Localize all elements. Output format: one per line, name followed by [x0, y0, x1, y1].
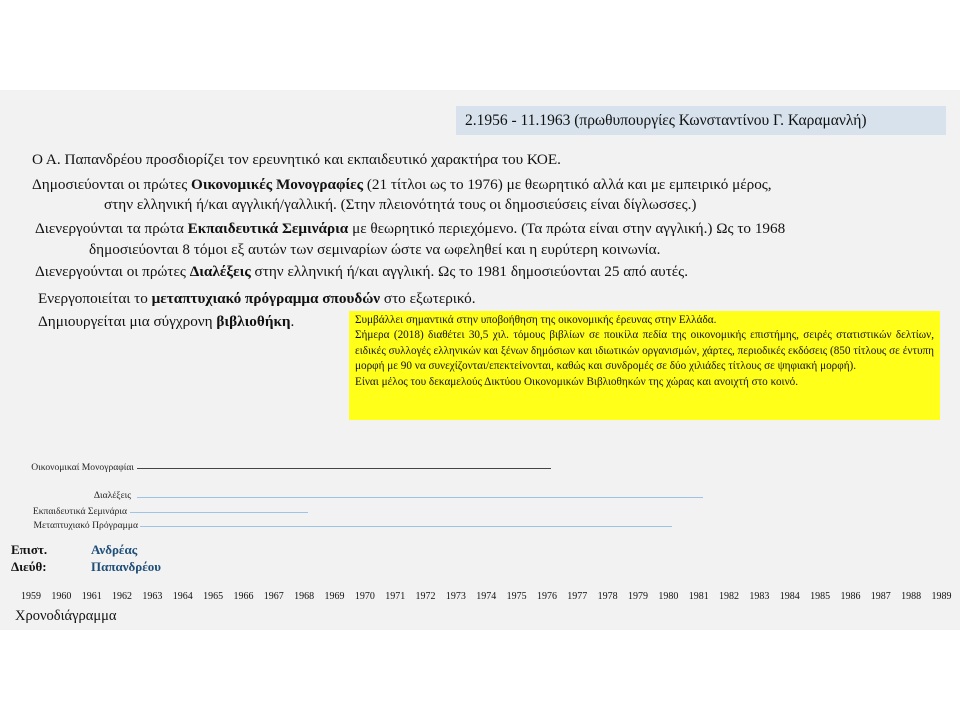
timeline-year: 1974	[476, 591, 497, 602]
timeline-year: 1982	[719, 591, 740, 602]
text-run: με θεωρητικό περιεχόμενο. (Τα πρώτα είναι στην αγγλική.) Ως το 1968	[348, 220, 786, 237]
timeline-year: 1959	[21, 591, 41, 602]
director-name-1: Ανδρέας	[91, 542, 138, 557]
text-run: Ενεργοποιείται το	[38, 290, 152, 307]
timeline-year: 1970	[354, 591, 375, 602]
timeline-title: Χρονοδιάγραμμα	[15, 608, 117, 624]
text-run: Διενεργούνται οι πρώτες	[35, 263, 190, 280]
timeline-year: 1980	[658, 591, 679, 602]
text-run: Δημιουργείται μια σύγχρονη	[38, 313, 217, 330]
timeline-bar-monographs	[137, 468, 551, 469]
timeline-bar-lectures	[137, 497, 703, 498]
timeline-bar-postgraduate	[140, 526, 672, 527]
timeline-year: 1967	[263, 591, 284, 602]
text-run: βιβλιοθήκη	[216, 313, 291, 330]
timeline-year: 1983	[749, 591, 770, 602]
text-run: μεταπτυχιακό πρόγραμμα σπουδών	[151, 290, 381, 307]
text-line-1	[32, 150, 561, 170]
timeline-label-seminars: Εκπαιδευτικά Σεμινάρια	[32, 506, 127, 517]
text-line-6	[35, 262, 688, 282]
text-line-5	[89, 240, 660, 260]
timeline-year: 1975	[506, 591, 527, 602]
text-line-2	[32, 175, 772, 195]
text-run: Ο Α. Παπανδρέου προσδιορίζει τον ερευνητικό και εκπαιδευτικό χαρακτήρα του ΚΟΕ.	[32, 151, 561, 168]
timeline-year: 1977	[567, 591, 588, 602]
timeline-year: 1971	[385, 591, 406, 602]
timeline-year: 1986	[840, 591, 861, 602]
text-run: στην ελληνική ή/και αγγλική/γαλλική. (Στην πλειονότητά τους οι δημοσιεύσεις είναι δίγλωσσες.)	[104, 196, 697, 213]
timeline-year: 1989	[931, 591, 952, 602]
timeline-label-lectures: Διαλέξεις	[93, 490, 131, 501]
timeline-year: 1972	[415, 591, 436, 602]
text-line-7	[38, 289, 476, 309]
timeline-label-monographs: Οικονομικαί Μονογραφίαι	[31, 462, 134, 473]
text-run: (21 τίτλοι ως το 1976) με θεωρητικό αλλά και με εμπειρικό μέρος,	[363, 176, 772, 193]
text-line-4	[35, 219, 785, 239]
timeline-year: 1981	[688, 591, 709, 602]
timeline-year: 1978	[597, 591, 618, 602]
timeline-bar-seminars	[130, 512, 308, 513]
timeline-year: 1985	[810, 591, 831, 602]
timeline-year: 1984	[779, 591, 800, 602]
timeline-year: 1987	[870, 591, 891, 602]
library-note-1: Συμβάλλει σημαντικά στην υποβοήθηση της οικονομικής έρευνας στην Ελλάδα.	[355, 314, 717, 326]
timeline-year: 1969	[324, 591, 345, 602]
director-label-1: Επιστ.	[11, 542, 48, 557]
text-run: δημοσιεύονται 8 τόμοι εξ αυτών των σεμιναρίων ώστε να ωφεληθεί και η ευρύτερη κοινωνία.	[89, 241, 661, 258]
text-run: στο εξωτερικό.	[380, 290, 476, 307]
timeline-year: 1976	[536, 591, 557, 602]
text-run: Διαλέξεις	[189, 263, 251, 280]
text-run: Δημοσιεύονται οι πρώτες	[32, 176, 192, 193]
text-line-3	[104, 195, 696, 215]
timeline-year: 1965	[203, 591, 224, 602]
period-banner: 2.1956 - 11.1963 (πρωθυπουργίες Κωνσταντίνου Γ. Καραμανλή)	[456, 106, 946, 135]
text-run: Διενεργούνται τα πρώτα	[35, 220, 188, 237]
timeline-year: 1968	[294, 591, 315, 602]
timeline-year: 1963	[142, 591, 163, 602]
timeline-year: 1961	[81, 591, 102, 602]
timeline-label-postgraduate: Μεταπτυχιακό Πρόγραμμα	[33, 520, 138, 531]
timeline-year: 1979	[628, 591, 648, 602]
text-run: Εκπαιδευτικά Σεμινάρια	[187, 220, 349, 237]
timeline-year: 1973	[445, 591, 466, 602]
timeline-year: 1962	[112, 591, 133, 602]
library-note-3: Είναι μέλος του δεκαμελούς Δικτύου Οικονομικών Βιβλιοθηκών της χώρας και ανοιχτή στο κοινό.	[355, 375, 799, 388]
timeline-year: 1960	[51, 591, 72, 602]
library-note-box	[349, 311, 940, 420]
text-run: στην ελληνική ή/και αγγλική. Ως το 1981 δημοσιεύονται 25 από αυτές.	[250, 263, 688, 280]
text-line-8	[38, 312, 294, 332]
text-run: Οικονομικές Μονογραφίες	[191, 176, 364, 193]
timeline-year: 1964	[172, 591, 193, 602]
director-name-2: Παπανδρέου	[91, 559, 162, 574]
text-run: .	[290, 313, 295, 330]
library-note-2: Σήμερα (2018) διαθέτει 30,5 χιλ. τόμους βιβλίων σε ποικίλα πεδία της οικονομικής επιστήμης, σειρές στατιστικών δελτίων, ειδικές συλλογές ελληνικών και ξένων δημόσιων και ιδιωτικών οργανισμών, χάρτες, περιοδικές εκδόσεις (850 τίτλους σε έντυπη μορφή με 90 να συνεχίζονται/επεκτείνονται, καθώς και συνδρομές σε δύο χιλιάδες τίτλους σε ψηφιακή μορφή).	[355, 329, 934, 373]
timeline-year: 1988	[901, 591, 922, 602]
director-label-2: Διεύθ:	[11, 559, 47, 574]
timeline-year: 1966	[233, 591, 254, 602]
